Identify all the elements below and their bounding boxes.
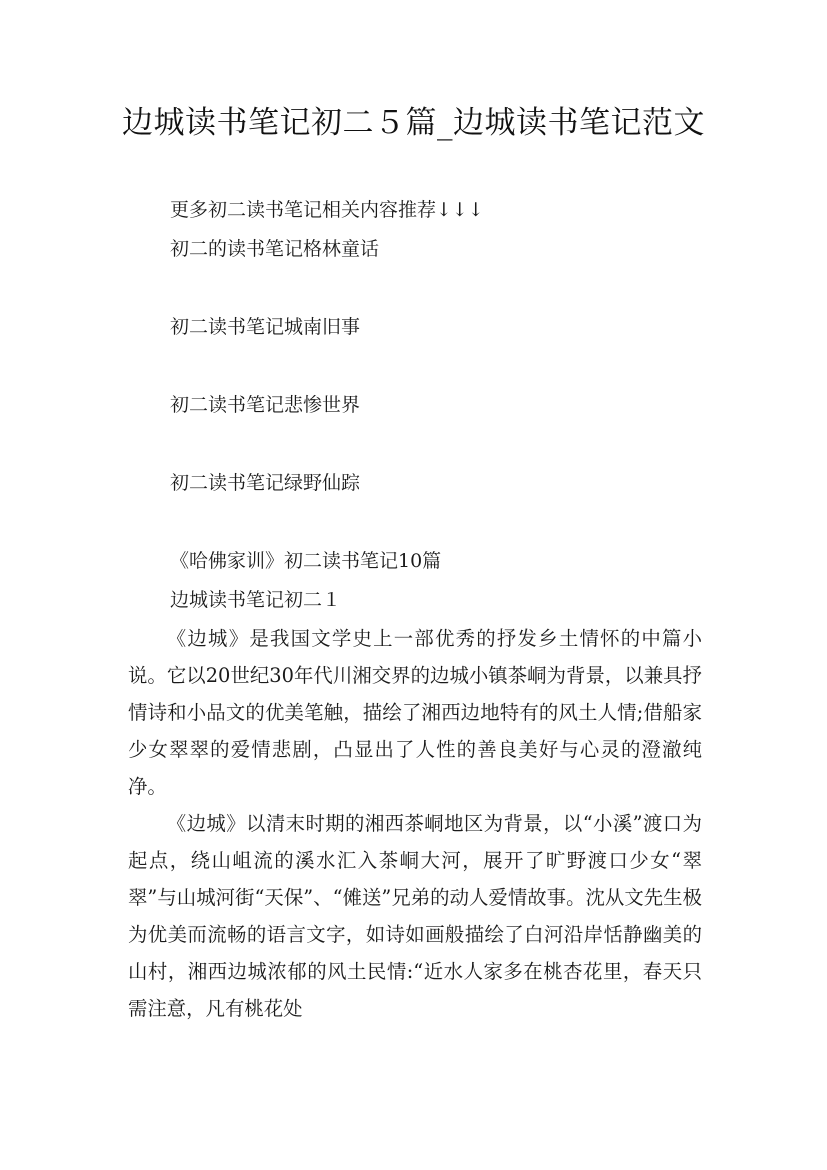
recommend-link-chengnan[interactable]: 初二读书笔记城南旧事 <box>170 316 361 338</box>
recommend-link-lvye[interactable]: 初二读书笔记绿野仙踪 <box>170 472 361 494</box>
recommend-link-geling[interactable]: 初二的读书笔记格林童话 <box>170 238 380 260</box>
recommend-link-beican[interactable]: 初二读书笔记悲惨世界 <box>170 394 361 416</box>
body-paragraph-2: 《边城》以清末时期的湘西茶峒地区为背景，以“小溪”渡口为起点，绕山岨流的溪水汇入茶峒大河，展开了旷野渡口少女“翠翠”与山城河街“天保”、“傩送”兄弟的动人爱情故事。沈从文先生极为优美而流畅的语言文字，如诗如画般描绘了白河沿岸恬静幽美的山村，湘西边城浓郁的风土民情:“近水人家多在桃杏花里，春天只需注意，凡有桃花处 <box>128 812 702 1020</box>
body-paragraph-1: 《边城》是我国文学史上一部优秀的抒发乡土情怀的中篇小说。它以20世纪30年代川湘交界的边城小镇茶峒为背景，以兼具抒情诗和小品文的优美笔触，描绘了湘西边地特有的风土人情;借船家少女翠翠的爱情悲剧，凸显出了人性的善良美好与心灵的澄澈纯净。 <box>128 627 702 798</box>
document-title: 边城读书笔记初二５篇_边城读书笔记范文 <box>122 105 705 141</box>
recommend-link-hafo[interactable]: 《哈佛家训》初二读书笔记10篇 <box>170 550 442 572</box>
section-heading: 边城读书笔记初二１ <box>170 589 342 611</box>
recommend-header: 更多初二读书笔记相关内容推荐↓↓↓ <box>170 199 484 221</box>
